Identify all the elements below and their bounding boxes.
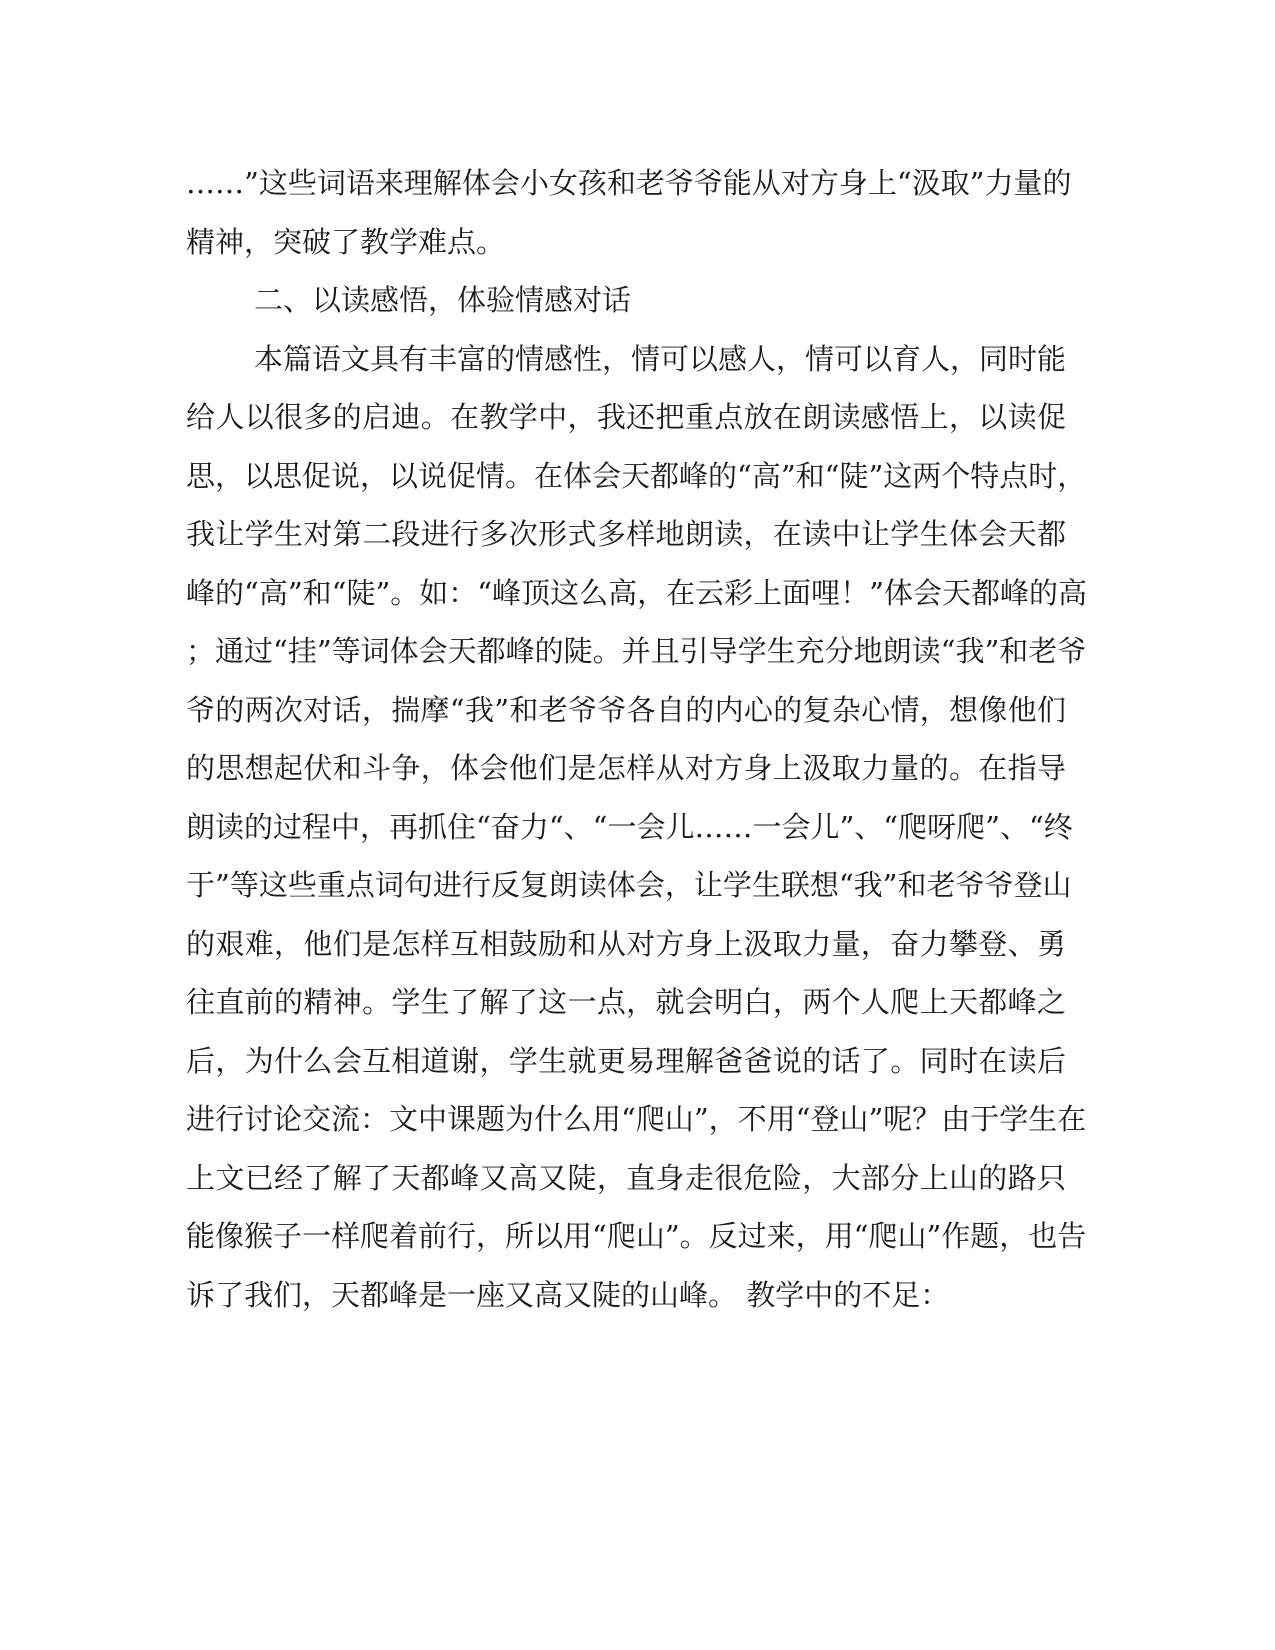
text-line: 往直前的精神。学生了解了这一点，就会明白，两个人爬上天都峰之 (186, 985, 1066, 1019)
text-line: 的思想起伏和斗争，体会他们是怎样从对方身上汲取力量的。在指导 (186, 751, 1066, 785)
text-line: 于”等这些重点词句进行反复朗读体会，让学生联想“我”和老爷爷登山 (186, 868, 1072, 902)
text-line: 本篇语文具有丰富的情感性，情可以感人，情可以育人，同时能 (254, 341, 1067, 376)
text-line: 爷的两次对话，揣摩“我”和老爷爷各自的内心的复杂心情，想像他们 (186, 692, 1066, 727)
text-line: ……”这些词语来理解体会小女孩和老爷爷能从对方身上“汲取”力量的 (186, 166, 1072, 200)
text-line: ；通过“挂”等词体会天都峰的陡。并且引导学生充分地朗读“我”和老爷 (186, 634, 1087, 668)
text-line: 给人以很多的启迪。在教学中，我还把重点放在朗读感悟上，以读促 (186, 400, 1066, 434)
text-line: 峰的“高”和“陡”。如：“峰顶这么高，在云彩上面哩！”体会天都峰的高 (186, 575, 1087, 610)
text-line: 朗读的过程中，再抓住“奋力“、“一会儿……一会儿”、“爬呀爬”、“终 (186, 809, 1073, 844)
text-line: 能像猴子一样爬着前行，所以用“爬山”。反过来，用“爬山”作题，也告 (186, 1219, 1087, 1253)
text-line: 诉了我们，天都峰是一座又高又陡的山峰。 教学中的不足： (186, 1277, 950, 1312)
text-line: 后，为什么会互相道谢，学生就更易理解爸爸说的话了。同时在读后 (186, 1043, 1066, 1078)
text-line: 我让学生对第二段进行多次形式多样地朗读，在读中让学生体会天都 (186, 517, 1066, 551)
section-heading: 二、以读感悟，体验情感对话 (254, 283, 632, 317)
body-text (186, 154, 1087, 1324)
text-line: 进行讨论交流：文中课题为什么用“爬山”，不用“登山”呢？由于学生在 (186, 1102, 1087, 1136)
text-line: 上文已经了解了天都峰又高又陡，直身走很危险，大部分上山的路只 (186, 1160, 1066, 1195)
text-line: 的艰难，他们是怎样互相鼓励和从对方身上汲取力量，奋力攀登、勇 (186, 926, 1066, 961)
text-line: 思，以思促说，以说促情。在体会天都峰的“高”和“陡”这两个特点时， (186, 458, 1087, 493)
text-line: 精神，突破了教学难点。 (186, 224, 506, 259)
